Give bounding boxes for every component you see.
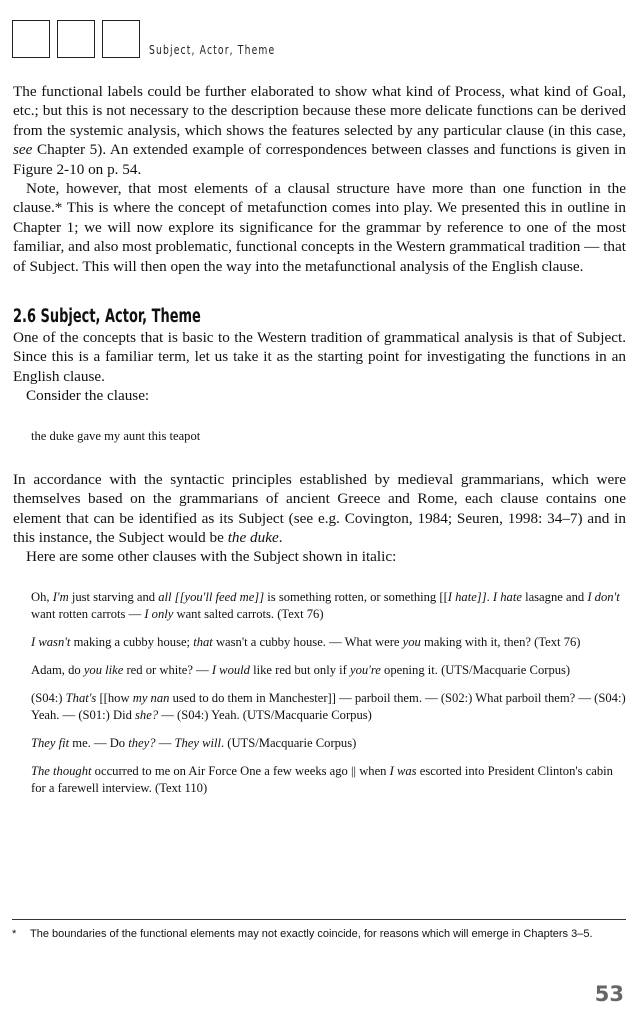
example-item: I wasn't making a cubby house; that wasn't a cubby house. — What were you making with it, then? (Text 76)	[31, 634, 581, 649]
example-clause: the duke gave my aunt this teapot	[31, 428, 201, 443]
paragraph-4: Consider the clause:	[26, 387, 150, 405]
header-box-1	[12, 20, 50, 58]
page-number: 53	[594, 982, 624, 1006]
paragraph-5: In accordance with the syntactic principles established by medieval grammarians, which were themselves based on the grammarians of ancient Greece and Rome, each clause contains one element that can be identified as its Subject (see e.g. Covington, 1984; Seuren, 1998: 34–7) and in this instance, the Subject would be the duke.	[13, 470, 626, 546]
header-box-3	[102, 20, 140, 58]
paragraph-2: Note, however, that most elements of a clausal structure have more than one function in the clause.* This is where the concept of metafunction comes into play. We presented this in outline in Chapter 1; we will now explore its significance for the grammar by reference to one of the most familiar, and also most problematic, functional concepts in the Western grammatical tradition — that of Subject. This will then open the way into the metafunctional analysis of the English clause.	[13, 180, 626, 275]
paragraph-3: One of the concepts that is basic to the Western tradition of grammatical analysis is that of Subject. Since this is a familiar term, let us take it as the starting point for investigating the functions in an English clause.	[13, 329, 626, 385]
example-item: (S04:) That's [[how my nan used to do them in Manchester]] — parboil them. — (S02:) What parboil them? — (S04:) Yeah. — (S01:) Did she? — (S04:) Yeah. (UTS/Macquarie Corpus)	[31, 690, 626, 722]
paragraph-6: Here are some other clauses with the Subject shown in italic:	[26, 548, 397, 566]
running-header	[12, 18, 303, 58]
page-body	[13, 82, 626, 808]
example-list	[31, 589, 626, 797]
example-item: Oh, I'm just starving and all [[you'll feed me]] is something rotten, or something [[I hate]]. I hate lasagne and I don't want rotten carrots — I only want salted carrots. (Text 76)	[31, 589, 620, 621]
paragraph-1: The functional labels could be further elaborated to show what kind of Process, what kind of Goal, etc.; but this is not necessary to the description because these more delicate functions can be derived from the systemic analysis, which shows the features selected by any particular clause (in this case, see Chapter 5). An extended example of correspondences between classes and functions is given in Figure 2-10 on p. 54.	[13, 83, 626, 178]
example-item: The thought occurred to me on Air Force One a few weeks ago || when I was escorted into President Clinton's cabin for a farewell interview. (Text 110)	[31, 763, 613, 795]
running-head-title: Subject, Actor, Theme	[149, 42, 276, 57]
header-box-2	[57, 20, 95, 58]
section-heading: 2.6 Subject, Actor, Theme	[13, 306, 201, 328]
footnote	[12, 927, 612, 942]
footnote-rule	[12, 919, 626, 920]
footnote-text: The boundaries of the functional elements may not exactly coincide, for reasons which will emerge in Chapters 3–5.	[30, 928, 593, 940]
example-item: Adam, do you like red or white? — I would like red but only if you're opening it. (UTS/Macquarie Corpus)	[31, 662, 571, 677]
example-item: They fit me. — Do they? — They will. (UTS/Macquarie Corpus)	[31, 735, 357, 750]
footnote-marker: *	[12, 928, 17, 940]
